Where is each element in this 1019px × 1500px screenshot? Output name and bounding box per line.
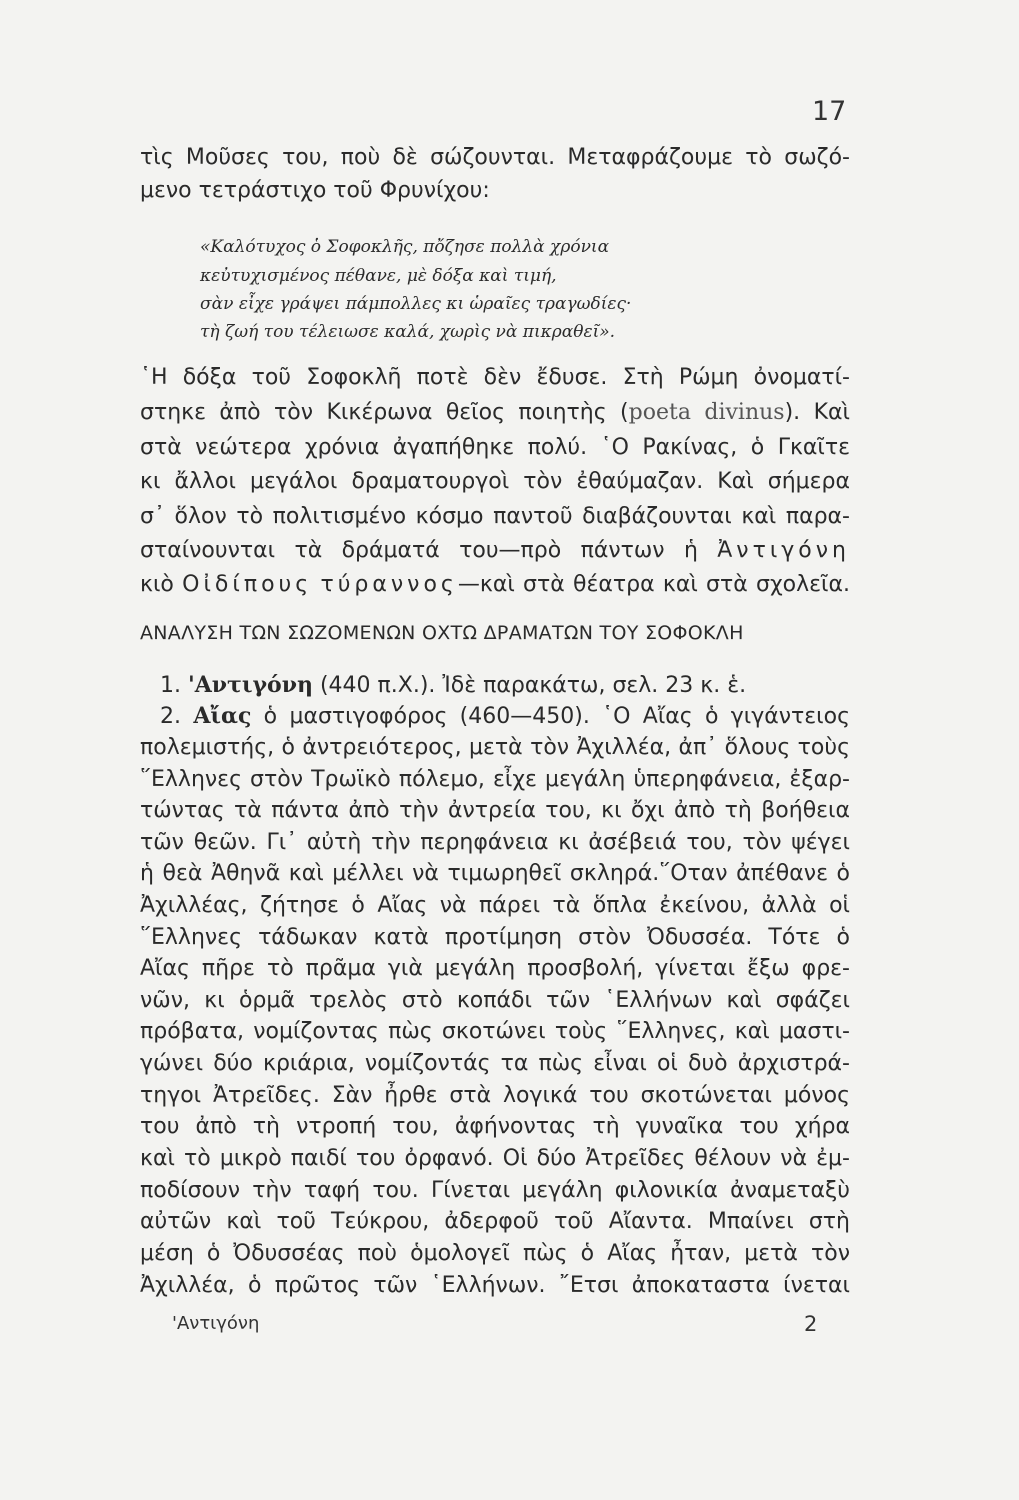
- paragraph-line: Αἴας πῆρε τὸ πρᾶμα γιὰ μεγάλη προσβολή, γίνεται ἔξω φρε-: [140, 956, 850, 981]
- text-run: (440 π.Χ.). Ἰδὲ παρακάτω, σελ. 23 κ. ἑ.: [312, 673, 747, 698]
- text-run: στηκε ἀπὸ τὸν Κικέρωνα θεῖος ποιητὴς (: [140, 400, 629, 425]
- paragraph-line: ἡ θεὰ Ἀθηνᾶ καὶ μέλλει νὰ τιμωρηθεῖ σκληρά.῞Οταν ἀπέθανε ὁ: [140, 861, 850, 886]
- paragraph-line: του ἀπὸ τὴ ντροπή του, ἀφήνοντας τὴ γυναῖκα του χήρα: [140, 1114, 850, 1139]
- text-run: ὁ μαστιγοφόρος (460—450). ῾Ο Αἴας ὁ γιγάντειος: [251, 704, 851, 729]
- poem-line: «Καλότυχος ὁ Σοφοκλῆς, πὄζησε πολλὰ χρόνια: [200, 237, 610, 257]
- play-title: τύραννος: [320, 572, 458, 597]
- paragraph-line: [140, 540, 850, 562]
- paragraph-line: [140, 402, 850, 424]
- paragraph-line: πρόβατα, νομίζοντας πὼς σκοτώνει τοὺς ῞Ελληνες, καὶ μαστι-: [140, 1019, 850, 1044]
- page-number: 17: [812, 96, 847, 127]
- latin-phrase: poeta divinus: [628, 400, 785, 425]
- paragraph-line: τῶν θεῶν. Γι᾽ αὐτὴ τὴν περηφάνεια κι ἀσέβειά του, τὸν ψέγει: [140, 830, 850, 855]
- poem-line: κεὐτυχισμένος πέθανε, μὲ δόξα καὶ τιμή,: [200, 266, 557, 286]
- paragraph-line: νῶν, κι ὁρμᾶ τρελὸς στὸ κοπάδι τῶν ῾Ελλήνων καὶ σφάζει: [140, 988, 850, 1013]
- paragraph-line: μέση ὁ Ὀδυσσέας ποὺ ὁμολογεῖ πὼς ὁ Αἴας ἦταν, μετὰ τὸν: [140, 1241, 850, 1266]
- paragraph-line: [140, 574, 850, 596]
- item-number: 1.: [160, 673, 188, 698]
- text-run: σταίνουνται τὰ δράματά του—πρὸ πάντων ἡ: [140, 538, 718, 563]
- poem-line: τὴ ζωή του τέλειωσε καλά, χωρὶς νὰ πικραθεῖ».: [200, 322, 616, 342]
- footer-signature: 2: [804, 1312, 818, 1336]
- play-title: Ἀντιγόνη: [717, 538, 850, 563]
- paragraph-line: τώντας τὰ πάντα ἀπὸ τὴν ἀντρεία του, κι ὄχι ἀπὸ τὴ βοήθεια: [140, 798, 850, 823]
- list-item: [160, 674, 746, 697]
- text-run: κιὸ: [140, 572, 183, 597]
- paragraph-line: ῾Η δόξα τοῦ Σοφοκλῆ ποτὲ δὲν ἔδυσε. Στὴ Ρώμη ὀνοματί-: [140, 365, 850, 390]
- poem-line: σὰν εἶχε γράψει πάμπολλες κι ὡραῖες τραγωδίες·: [200, 294, 632, 314]
- paragraph-line: γώνει δύο κριάρια, νομίζοντάς τα πὼς εἶναι οἱ δυὸ ἀρχιστρά-: [140, 1051, 850, 1076]
- paragraph-line: ῞Ελληνες στὸν Τρωϊκὸ πόλεμο, εἶχε μεγάλη ὑπερηφάνεια, ἐξαρ-: [140, 767, 850, 792]
- paragraph-line: καὶ τὸ μικρὸ παιδί του ὀρφανό. Οἱ δύο Ἀτρεῖδες θέλουν νὰ ἐμ-: [140, 1146, 850, 1171]
- paragraph-line: πολεμιστής, ὁ ἀντρειότερος, μετὰ τὸν Ἀχιλλέα, ἀπ᾽ ὅλους τοὺς: [140, 735, 850, 760]
- paragraph-line: στὰ νεώτερα χρόνια ἀγαπήθηκε πολύ. ῾Ο Ρακίνας, ὁ Γκαῖτε: [140, 435, 850, 460]
- text-run: —καὶ στὰ θέατρα καὶ στὰ σχολεῖα.: [457, 572, 850, 597]
- play-title: Αἴας: [193, 703, 252, 729]
- paragraph-line: αὐτῶν καὶ τοῦ Τεύκρου, ἀδερφοῦ τοῦ Αἴαντα. Μπαίνει στὴ: [140, 1209, 850, 1234]
- section-heading: ΑΝΑΛΥΣΗ ΤΩΝ ΣΩΖΟΜΕΝΩΝ ΟΧΤΩ ΔΡΑΜΑΤΩΝ ΤΟΥ ΣΟΦΟΚΛΗ: [140, 622, 744, 644]
- play-title: Οἰδίπους: [182, 572, 313, 597]
- item-number: 2.: [160, 704, 194, 729]
- list-item: [160, 705, 850, 728]
- paragraph-line: Ἀχιλλέας, ζήτησε ὁ Αἴας νὰ πάρει τὰ ὅπλα ἐκείνου, ἀλλὰ οἱ: [140, 893, 850, 918]
- paragraph-line: Ἀχιλλέα, ὁ πρῶτος τῶν ῾Ελλήνων. ῎Ετσι ἀποκαταστα ίνεται: [140, 1273, 850, 1298]
- intro-line: τὶς Μοῦσες του, ποὺ δὲ σώζουνται. Μεταφράζουμε τὸ σωζό-: [140, 145, 850, 170]
- paragraph-line: τηγοι Ἀτρεῖδες. Σὰν ἦρθε στὰ λογικά του σκοτώνεται μόνος: [140, 1083, 850, 1108]
- footer-title: 'Αντιγόνη: [172, 1313, 260, 1334]
- paragraph-line: κι ἄλλοι μεγάλοι δραματουργοὶ τὸν ἐθαύμαζαν. Καὶ σήμερα: [140, 469, 850, 494]
- intro-line: μενο τετράστιχο τοῦ Φρυνίχου:: [140, 178, 490, 203]
- paragraph-line: ῞Ελληνες τάδωκαν κατὰ προτίμηση στὸν Ὀδυσσέα. Τότε ὁ: [140, 925, 850, 950]
- text-run: ). Καὶ: [784, 400, 850, 425]
- paragraph-line: σ᾽ ὅλον τὸ πολιτισμένο κόσμο παντοῦ διαβάζουνται καὶ παρα-: [140, 504, 850, 529]
- paragraph-line: ποδίσουν τὴν ταφή του. Γίνεται μεγάλη φιλονικία ἀναμεταξὺ: [140, 1178, 850, 1203]
- play-title: 'Αντιγόνη: [187, 672, 313, 698]
